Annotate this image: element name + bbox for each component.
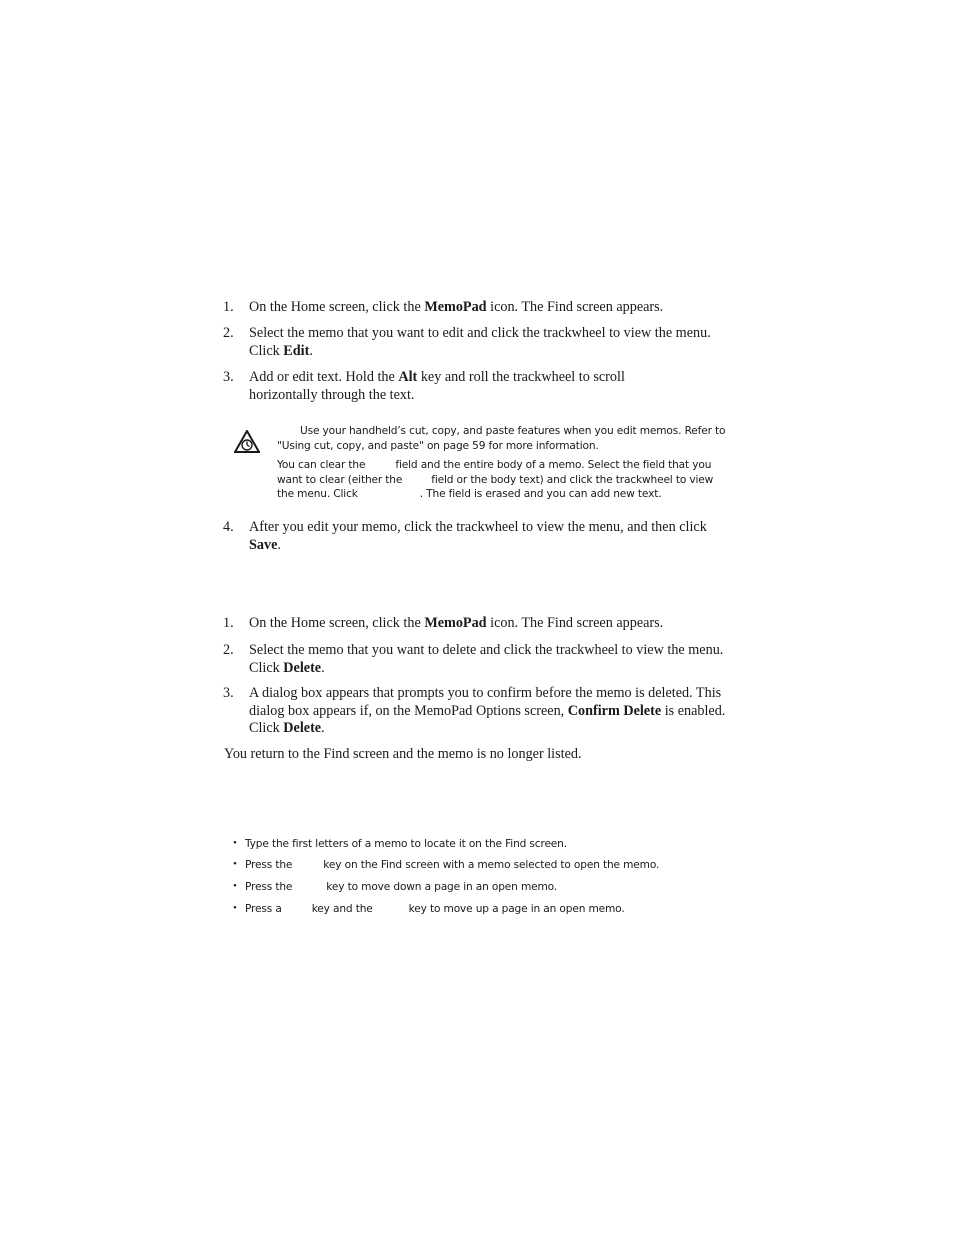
edit-step-1: On the Home screen, click the MemoPad icon. The Find screen appears.: [249, 299, 664, 315]
bullet-icon: •: [233, 858, 237, 870]
edit-step-4: After you edit your memo, click the trackwheel to view the menu, and then click Save.: [249, 519, 707, 553]
bullet-icon: •: [233, 837, 237, 849]
delete-step-3: A dialog box appears that prompts you to confirm before the memo is deleted. This dialog box appears if, on the MemoPad Options screen, Confirm Delete is enabled. Click Delete.: [249, 685, 726, 736]
edit-step-2: Select the memo that you want to edit and click the trackwheel to view the menu. Click Edit.: [249, 325, 711, 359]
shortcut-item-4: Press a key and the key to move up a page in an open memo.: [245, 903, 625, 915]
tip-line-2: You can clear the field and the entire body of a memo. Select the field that you want to clear (either the field or the body text) and click the trackwheel to view the menu. Click . The field is erased and you can add new text.: [277, 459, 714, 501]
edit-step-3: Add or edit text. Hold the Alt key and roll the trackwheel to scroll horizontally through the text.: [249, 369, 625, 403]
shortcut-item-2: Press the key on the Find screen with a memo selected to open the memo.: [245, 859, 660, 871]
step-number: 1.: [223, 299, 234, 315]
delete-step-2: Select the memo that you want to delete and click the trackwheel to view the menu. Click Delete.: [249, 642, 724, 676]
step-number: 2.: [223, 642, 234, 658]
step-number: 2.: [223, 325, 234, 341]
step-number: 3.: [223, 685, 234, 701]
step-number: 4.: [223, 519, 234, 535]
delete-step-1: On the Home screen, click the MemoPad icon. The Find screen appears.: [249, 615, 664, 631]
tip-icon: [234, 430, 260, 454]
shortcut-item-3: Press the key to move down a page in an open memo.: [245, 881, 558, 893]
tip-line-1: Use your handheld’s cut, copy, and paste features when you edit memos. Refer to "Using cut, copy, and paste" on page 59 for more information.: [277, 425, 726, 452]
shortcut-item-1: Type the first letters of a memo to locate it on the Find screen.: [245, 838, 567, 850]
bullet-icon: •: [233, 880, 237, 892]
bullet-icon: •: [233, 902, 237, 914]
delete-result-text: You return to the Find screen and the memo is no longer listed.: [224, 746, 582, 762]
step-number: 1.: [223, 615, 234, 631]
step-number: 3.: [223, 369, 234, 385]
